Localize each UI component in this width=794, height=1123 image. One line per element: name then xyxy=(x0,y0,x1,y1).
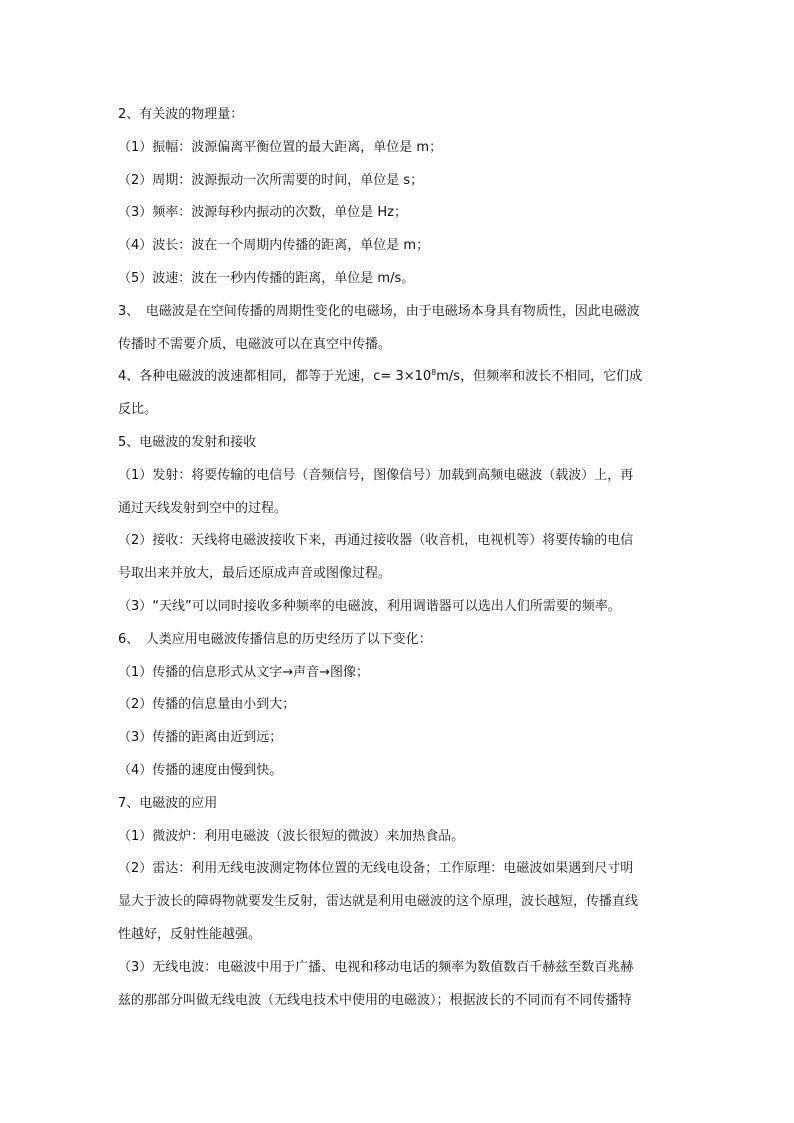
text-line: （2）周期：波源振动一次所需要的时间，单位是 s； xyxy=(118,172,424,188)
text-line: 号取出来并放大，最后还原成声音或图像过程。 xyxy=(118,566,392,582)
text-line: （3）传播的距离由近到远； xyxy=(118,730,283,746)
text-segment: 4、各种电磁波的波速都相同，都等于光速，c= 3×10 xyxy=(118,369,432,385)
text-line: （3）“天线”可以同时接收多种频率的电磁波，利用调谐器可以选出人们所需要的频率。 xyxy=(118,598,621,614)
text-line: （1）传播的信息形式从文字→声音→图像； xyxy=(118,664,370,680)
text-line: （4）传播的速度由慢到快。 xyxy=(118,762,283,778)
text-segment: m/s，但频率和波长不相同，它们成 xyxy=(436,369,643,385)
text-line: 性越好，反射性能越强。 xyxy=(118,926,262,942)
text-line: （5）波速：波在一秒内传播的距离，单位是 m/s。 xyxy=(118,270,415,286)
text-line: 传播时不需要介质，电磁波可以在真空中传播。 xyxy=(118,336,392,352)
text-line: 5、电磁波的发射和接收 xyxy=(118,434,257,450)
superscript-exponent: 8 xyxy=(431,368,437,378)
text-line: （1）振幅：波源偏离平衡位置的最大距离，单位是 m； xyxy=(118,139,443,155)
text-line: 2、有关波的物理量： xyxy=(118,107,244,122)
text-line: 6、 人类应用电磁波传播信息的历史经历了以下变化： xyxy=(118,631,432,647)
text-line: 显大于波长的障碍物就要发生反射，雷达就是利用电磁波的这个原理，波长越短，传播直线 xyxy=(118,894,639,910)
text-line: 兹的那部分叫做无线电波（无线电技术中使用的电磁波）；根据波长的不同而有不同传播特 xyxy=(118,992,632,1008)
text-line: （2）接收：天线将电磁波接收下来，再通过接收器（收音机，电视机等）将要传输的电信 xyxy=(118,533,634,549)
text-line: 通过天线发射到空中的过程。 xyxy=(118,500,288,516)
text-line-speed-of-light xyxy=(118,361,678,394)
text-line: 7、电磁波的应用 xyxy=(118,795,218,811)
text-line: （1）微波炉：利用电磁波（波长很短的微波）来加热食品。 xyxy=(118,828,465,844)
text-line: （4）波长：波在一个周期内传播的距离，单位是 m； xyxy=(118,238,430,254)
text-line: （2）雷达：利用无线电波测定物体位置的无线电设备；工作原理：电磁波如果遇到尺寸明 xyxy=(118,861,634,877)
text-line: （3）无线电波：电磁波中用于广播、电视和移动电话的频率为数值数百千赫兹至数百兆赫 xyxy=(118,959,634,975)
document-page xyxy=(118,99,678,1017)
text-line: 反比。 xyxy=(118,402,158,418)
text-line: （3）频率：波源每秒内振动的次数，单位是 Hz； xyxy=(118,205,408,221)
text-line: （2）传播的信息量由小到大； xyxy=(118,697,296,713)
text-line: 3、 电磁波是在空间传播的周期性变化的电磁场，由于电磁场本身具有物质性，因此电磁波 xyxy=(118,303,640,319)
text-line: （1）发射：将要传输的电信号（音频信号，图像信号）加载到高频电磁波（载波）上，再 xyxy=(118,467,634,483)
